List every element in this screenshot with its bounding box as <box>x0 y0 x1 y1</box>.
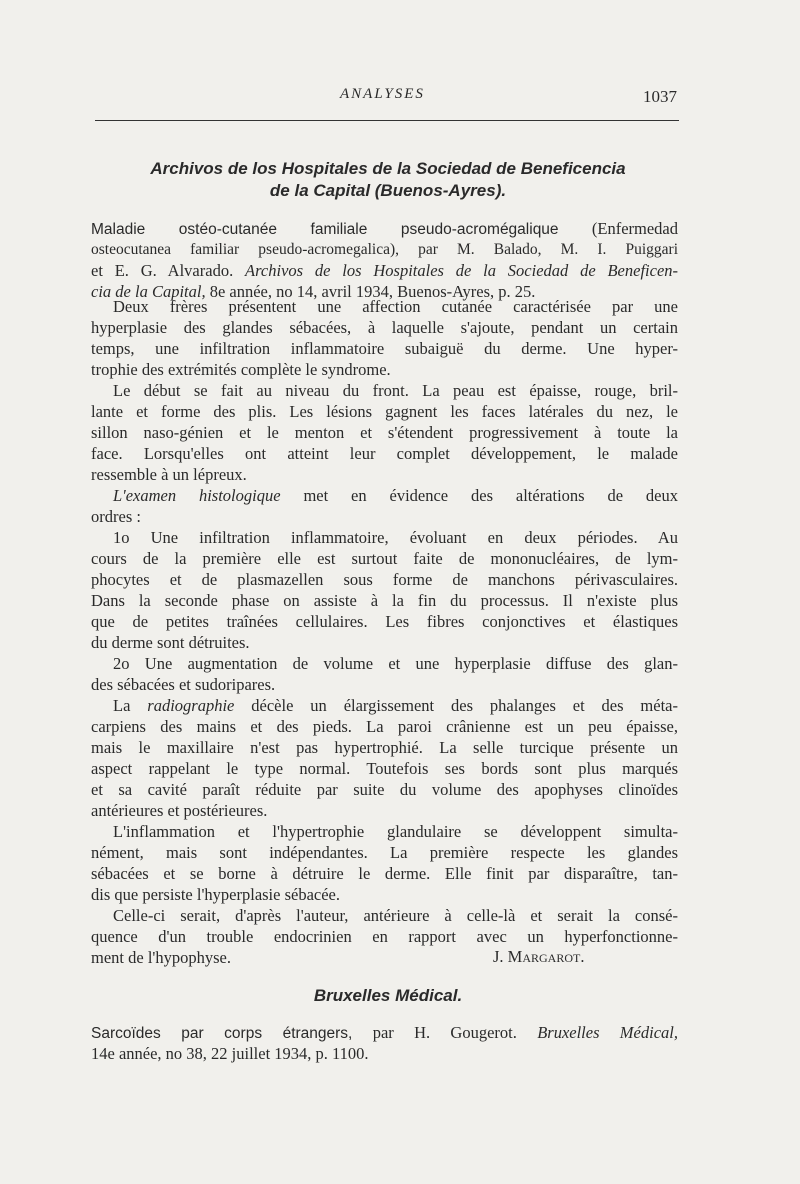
reference-line-1: Sarcoïdes par corps étrangers, par H. Gougerot. Bruxelles Médical, <box>91 1023 678 1042</box>
reference-line-4: cia de la Capital, 8e année, no 14, avril 1934, Buenos-Ayres, p. 25. <box>91 282 536 301</box>
body-line: La radiographie décèle un élargissement des phalanges et des méta- <box>113 696 678 715</box>
article-title: Sarcoïdes par corps étrangers, <box>91 1025 353 1042</box>
body-line: dis que persiste l'hyperplasie sébacée. <box>91 885 341 904</box>
body-line: Celle-ci serait, d'après l'auteur, antérieure à celle-là et serait la consé- <box>113 906 678 925</box>
reference-line-2: osteocutanea familiar pseudo-acromegalica), par M. Balado, M. I. Puiggari <box>91 241 678 258</box>
body-line: cours de la première elle est surtout faite de mononucléaires, de lym- <box>91 549 678 568</box>
journal-title-line-1: Archivos de los Hospitales de la Sociedad de Beneficencia <box>150 159 626 178</box>
body-line: carpiens des mains et des pieds. La paroi crânienne est un peu épaisse, <box>91 717 678 736</box>
author-signature: J. Margarot. <box>493 947 585 966</box>
running-head: ANALYSES <box>340 86 425 102</box>
body-line: ordres : <box>91 507 141 526</box>
body-line: des sébacées et sudoripares. <box>91 675 276 694</box>
body-line: hyperplasie des glandes sébacées, à laquelle s'ajoute, pendant un certain <box>91 318 678 337</box>
body-line: ressemble à un lépreux. <box>91 465 247 484</box>
body-line: L'inflammation et l'hypertrophie glandulaire se développent simulta- <box>113 822 678 841</box>
body-line: ment de l'hypophyse. <box>91 948 231 967</box>
body-line: quence d'un trouble endocrinien en rapport avec un hyperfonctionne- <box>91 927 678 946</box>
body-line: phocytes et de plasmazellen sous forme de manchons périvasculaires. <box>91 570 678 589</box>
body-line: 2o Une augmentation de volume et une hyperplasie diffuse des glan- <box>113 654 678 673</box>
reference-line-3: et E. G. Alvarado. Archivos de los Hospitales de la Sociedad de Beneficen- <box>91 261 679 280</box>
body-line: aspect rappelant le type normal. Toutefois ses bords sont plus marqués <box>91 759 678 778</box>
body-line: mais le maxillaire n'est pas hypertrophié. La selle turcique présente un <box>91 738 678 757</box>
body-line: nément, mais sont indépendantes. La première respecte les glandes <box>91 843 678 862</box>
body-line: Deux frères présentent une affection cutanée caractérisée par une <box>113 297 678 316</box>
journal-title-bruxelles: Bruxelles Médical. <box>313 986 463 1005</box>
page-number: 1037 <box>643 87 677 106</box>
body-line: Dans la seconde phase on assiste à la fin du processus. Il n'existe plus <box>91 591 678 610</box>
body-line: du derme sont détruites. <box>91 633 250 652</box>
body-line: face. Lorsqu'elles ont atteint leur complet développement, le malade <box>91 444 678 463</box>
journal-title-archivos <box>90 158 686 202</box>
body-line: temps, une infiltration inflammatoire subaiguë du derme. Une hyper- <box>91 339 678 358</box>
body-line: antérieures et postérieures. <box>91 801 268 820</box>
header-rule <box>95 120 679 121</box>
reference-line-2: 14e année, no 38, 22 juillet 1934, p. 1100. <box>91 1044 369 1063</box>
journal-title-line-2: de la Capital (Buenos-Ayres). <box>269 181 507 200</box>
reference-line-1: Maladie ostéo-cutanée familiale pseudo-acromégalique (Enfermedad <box>91 219 679 238</box>
body-line: lante et forme des plis. Les lésions gagnent les faces latérales du nez, le <box>91 402 678 421</box>
body-line: Le début se fait au niveau du front. La peau est épaisse, rouge, bril- <box>113 381 678 400</box>
body-line: 1o Une infiltration inflammatoire, évoluant en deux périodes. Au <box>113 528 678 547</box>
body-line: sillon naso-génien et le menton et s'étendent progressivement à toute la <box>91 423 678 442</box>
body-line: sébacées et se borne à détruire le derme. Elle finit par disparaître, tan- <box>91 864 678 883</box>
body-line: L'examen histologique met en évidence des altérations de deux <box>113 486 678 505</box>
body-line: que de petites traînées cellulaires. Les fibres conjonctives et élastiques <box>91 612 678 631</box>
article-title: Maladie ostéo-cutanée familiale pseudo-acromégalique <box>91 221 559 238</box>
body-line: trophie des extrémités complète le syndrome. <box>91 360 391 379</box>
body-line: et sa cavité paraît réduite par suite du volume des apophyses clinoïdes <box>91 780 678 799</box>
